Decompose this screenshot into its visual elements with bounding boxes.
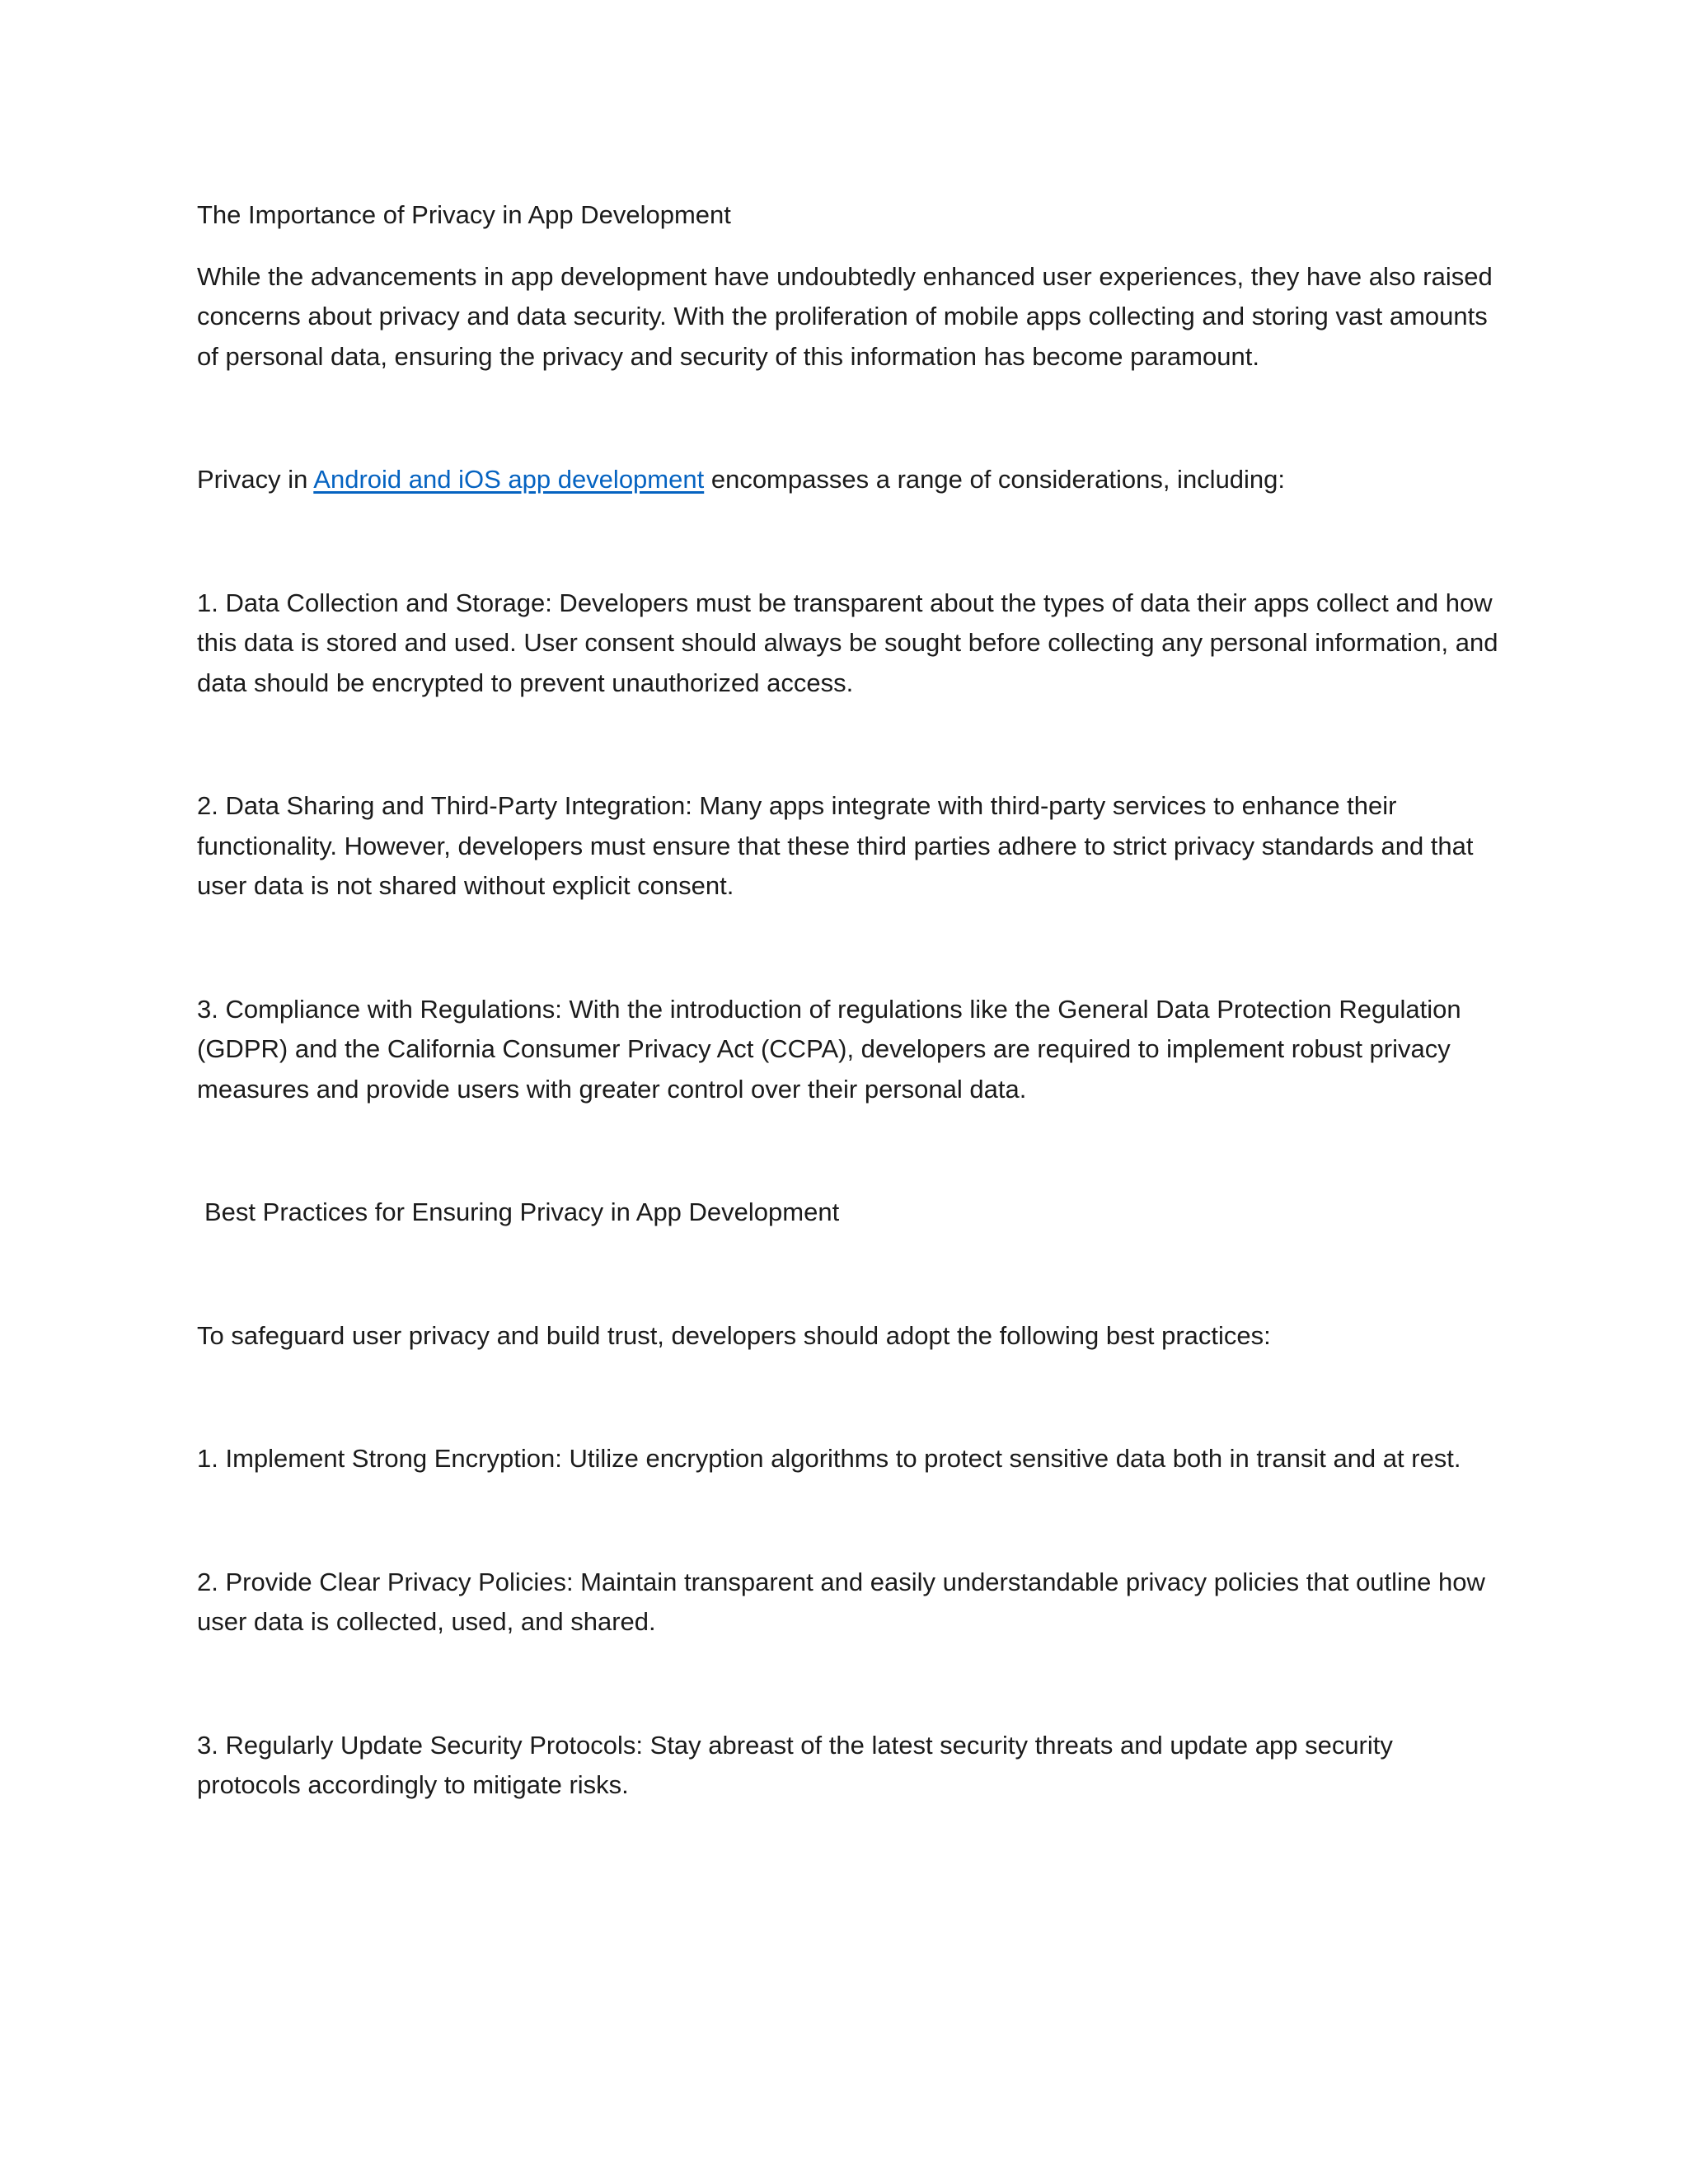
privacy-line-suffix: encompasses a range of considerations, including: <box>704 465 1286 494</box>
best-practice-item-encryption: 1. Implement Strong Encryption: Utilize encryption algorithms to protect sensitive data both in transit and at rest. <box>197 1444 1461 1473</box>
section-heading-importance: The Importance of Privacy in App Development <box>197 200 731 229</box>
document-body <box>197 195 1499 1889</box>
best-practice-item-privacy-policies: 2. Provide Clear Privacy Policies: Maintain transparent and easily understandable privacy policies that outline how user data is collected, used, and shared. <box>197 1567 1485 1636</box>
consideration-item-compliance: 3. Compliance with Regulations: With the introduction of regulations like the General Data Protection Regulation (GDPR) and the California Consumer Privacy Act (CCPA), developers are required to implement robust privacy measures and provide users with greater control over their personal data. <box>197 994 1461 1104</box>
consideration-item-data-sharing: 2. Data Sharing and Third-Party Integration: Many apps integrate with third-party services to enhance their functionality. However, developers must ensure that these third parties adhere to strict privacy standards and that user data is not shared without explicit consent. <box>197 791 1474 900</box>
app-development-link[interactable]: Android and iOS app development <box>313 465 705 494</box>
best-practice-item-security-protocols: 3. Regularly Update Security Protocols: Stay abreast of the latest security threats and update app security protocols accordingly to mitigate risks. <box>197 1730 1393 1799</box>
section-heading-best-practices: Best Practices for Ensuring Privacy in App Development <box>204 1197 840 1226</box>
best-practices-intro: To safeguard user privacy and build trust, developers should adopt the following best practices: <box>197 1320 1271 1350</box>
consideration-item-data-collection: 1. Data Collection and Storage: Developers must be transparent about the types of data their apps collect and how this data is stored and used. User consent should always be sought before collecting any personal information, and data should be encrypted to prevent unauthorized access. <box>197 588 1498 697</box>
privacy-considerations-line <box>197 460 1499 500</box>
privacy-line-prefix: Privacy in <box>197 465 314 494</box>
intro-paragraph: While the advancements in app development have undoubtedly enhanced user experiences, they have also raised concerns about privacy and data security. With the proliferation of mobile apps collecting and storing vast amounts of personal data, ensuring the privacy and security of this information has become paramount. <box>197 261 1493 371</box>
